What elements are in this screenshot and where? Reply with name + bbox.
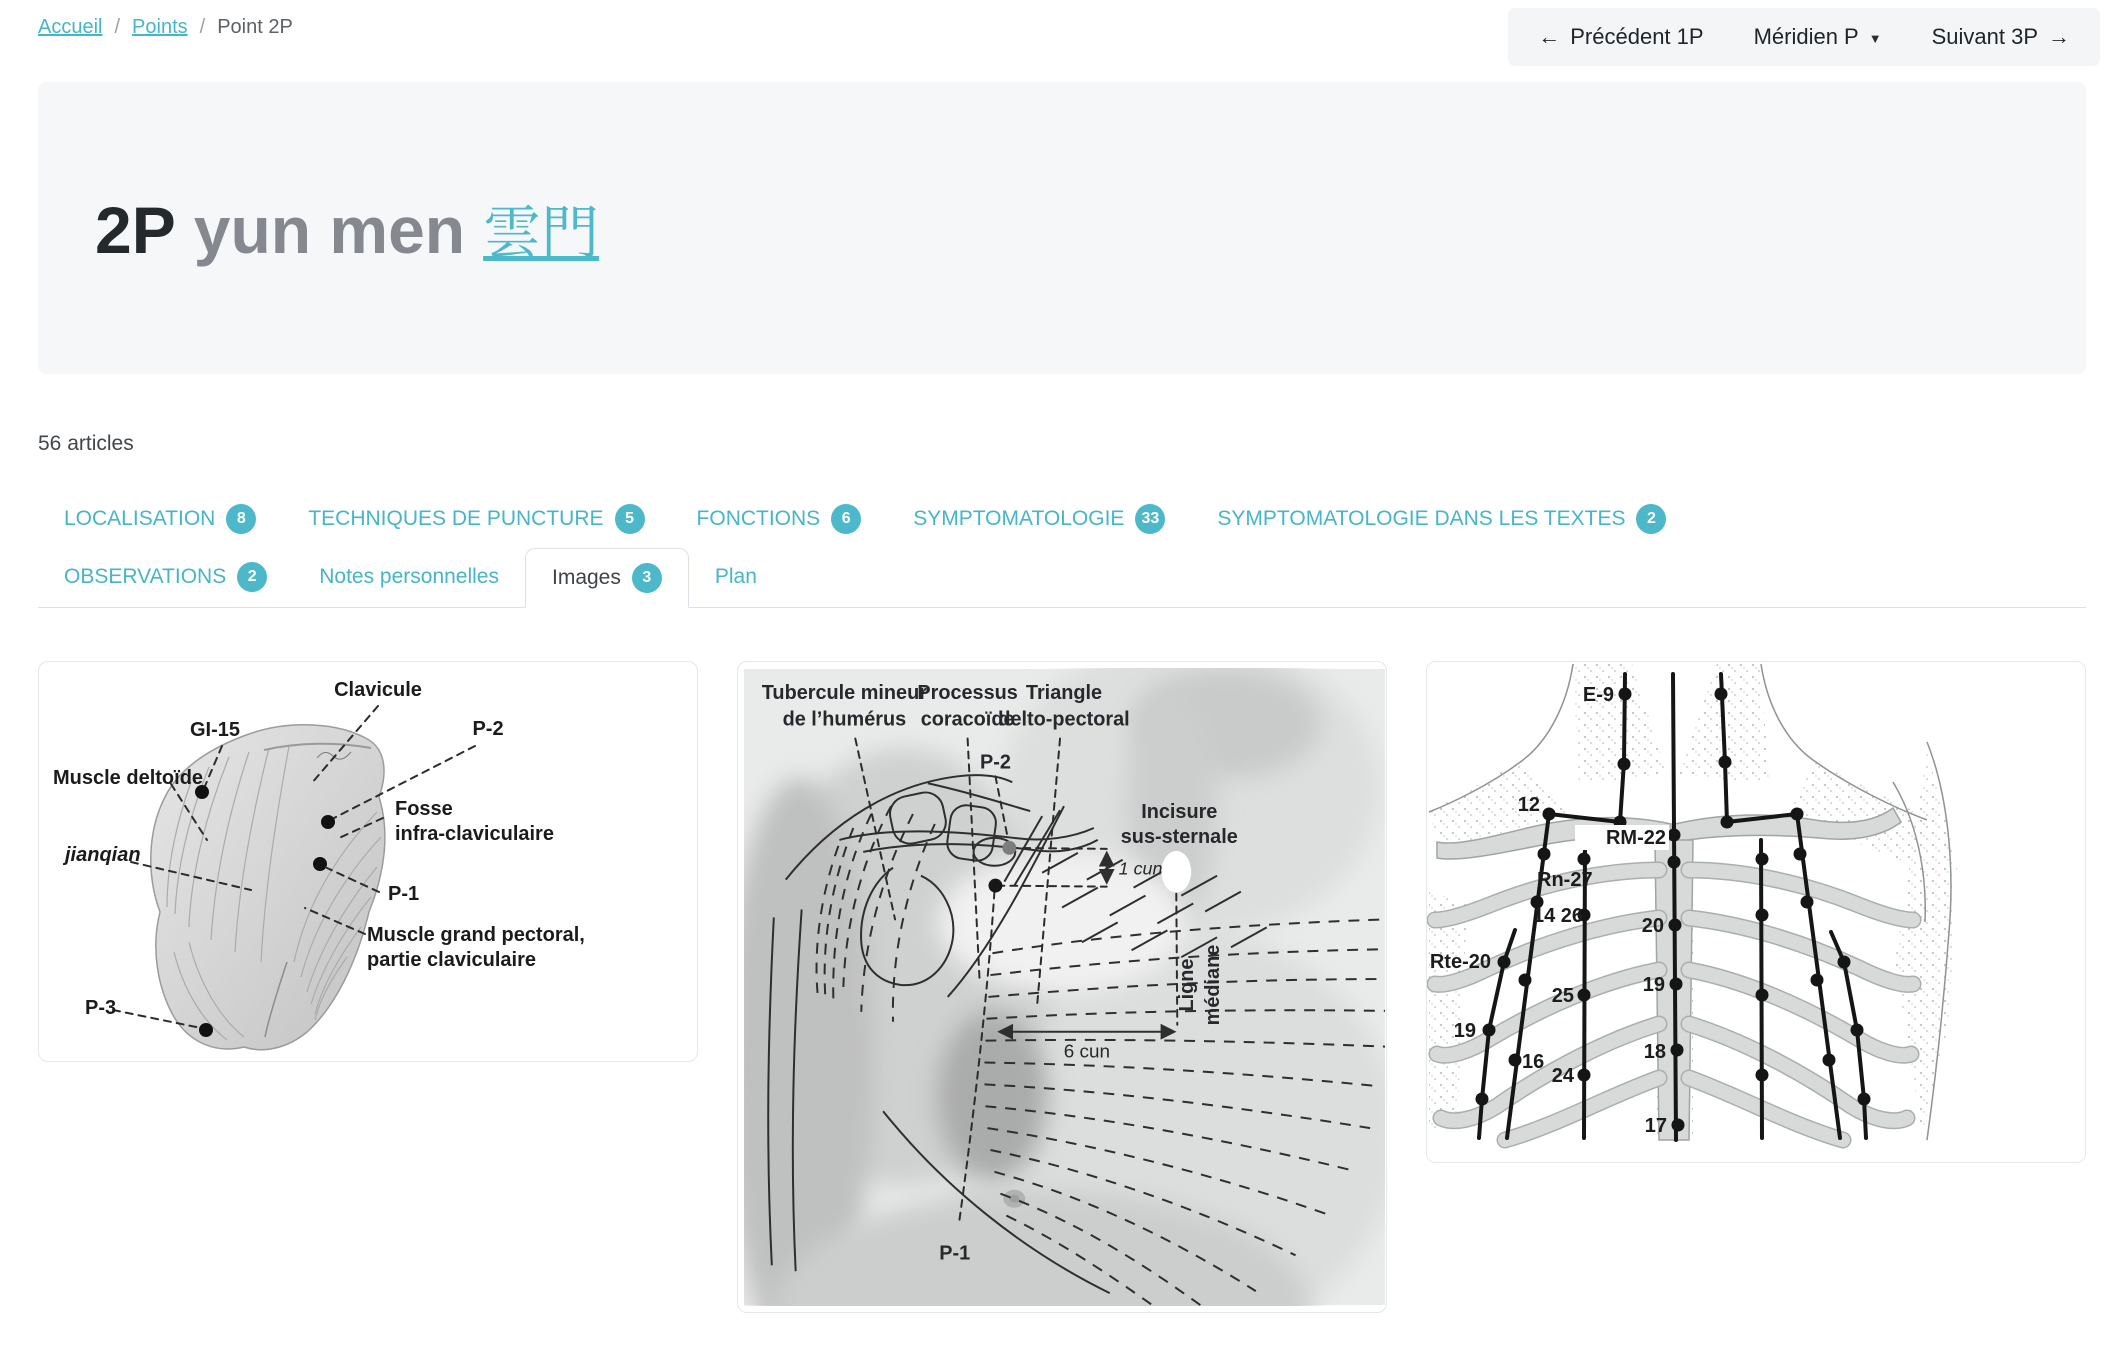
label-sus-sternale: sus-sternale (1120, 825, 1238, 848)
label-fosse: Fosse (395, 798, 453, 820)
label-partie-claviculaire: partie claviculaire (367, 949, 536, 971)
tab-label: LOCALISATION (64, 507, 216, 530)
tab-bar (38, 490, 2086, 608)
tab-observations[interactable] (38, 548, 293, 606)
label-25: 25 (1551, 985, 1575, 1007)
point-hanzi-link[interactable]: 雲門 (483, 201, 600, 266)
label-6-cun: 6 cun (1063, 1041, 1110, 1063)
label-1-cun: 1 cun (1118, 858, 1163, 879)
ribcage-points-illustration (1427, 662, 2086, 1162)
label-p2: P-2 (979, 751, 1011, 774)
tab-images-active[interactable] (525, 548, 689, 608)
label-p2: P-2 (472, 718, 504, 740)
suprasternal-notch-marker (1161, 851, 1191, 893)
point-code: 2P (95, 193, 176, 267)
tab-plan[interactable] (689, 548, 783, 606)
label-e9: E-9 (1582, 684, 1615, 706)
breadcrumb-separator: / (199, 16, 206, 38)
page-title (95, 186, 599, 270)
previous-point-button[interactable] (1538, 24, 1703, 50)
label-mediane: médiane (1201, 944, 1224, 1026)
label-ligne: Ligne (1176, 958, 1199, 1012)
images-gallery (38, 661, 2086, 1313)
right-arrow-icon: → (2048, 24, 2070, 49)
tab-localisation[interactable] (38, 490, 282, 548)
previous-point-label: Précédent 1P (1570, 24, 1704, 49)
label-rm22: RM-22 (1606, 827, 1667, 849)
label-18: 18 (1643, 1041, 1667, 1063)
tab-label: Images (552, 566, 621, 589)
point-header (38, 82, 2086, 374)
tab-label: FONCTIONS (696, 507, 821, 530)
count-badge: 33 (1135, 504, 1165, 534)
label-p3: P-3 (85, 997, 117, 1019)
label-19-left: 19 (1453, 1020, 1477, 1042)
tab-notes-personnelles[interactable] (293, 548, 525, 606)
count-badge: 8 (226, 504, 256, 534)
tab-label: SYMPTOMATOLOGIE (913, 507, 1125, 530)
label-17: 17 (1644, 1115, 1668, 1137)
chevron-down-icon: ▼ (1868, 30, 1882, 46)
photo-shading (744, 668, 1385, 1306)
tab-label: Plan (714, 565, 757, 588)
meridian-label: Méridien P (1753, 24, 1859, 49)
tab-symptomatologie-textes[interactable] (1191, 490, 1692, 548)
tab-label: Notes personnelles (319, 565, 499, 588)
chest-surface-illustration (744, 668, 1385, 1306)
point-pinyin-name: yun men (193, 193, 466, 267)
label-16: 16 (1522, 1051, 1545, 1073)
label-processus: Processus (917, 681, 1018, 704)
label-coracoide: coracoïde (920, 708, 1015, 731)
label-muscle-grand-pectoral: Muscle grand pectoral, (367, 924, 585, 946)
shoulder-muscles-illustration (39, 662, 698, 1061)
tab-row-1 (38, 490, 2086, 548)
figure-chest-surface[interactable] (737, 661, 1387, 1313)
point-navigation-group (1508, 8, 2100, 66)
label-incisure: Incisure (1141, 801, 1218, 824)
count-badge: 5 (615, 504, 645, 534)
label-12: 12 (1517, 794, 1541, 816)
label-rte20: Rte-20 (1429, 951, 1492, 973)
label-tubercule-mineur: Tubercule mineur (761, 681, 927, 704)
label-infra-claviculaire: infra-claviculaire (395, 823, 554, 845)
label-delto-pectoral: delto-pectoral (998, 708, 1130, 731)
count-badge: 6 (831, 504, 861, 534)
label-clavicule: Clavicule (334, 679, 422, 701)
articles-count: 56 articles (38, 432, 134, 455)
left-arrow-icon: ← (1538, 24, 1561, 49)
label-p1: P-1 (939, 1242, 971, 1265)
tab-label: SYMPTOMATOLOGIE DANS LES TEXTES (1217, 507, 1626, 530)
tab-label: OBSERVATIONS (64, 565, 227, 588)
breadcrumb-home-link[interactable]: Accueil (38, 16, 103, 38)
label-gi15: GI-15 (189, 719, 241, 741)
label-jianqian: jianqian (65, 844, 141, 866)
tab-symptomatologie[interactable] (887, 490, 1191, 548)
label-rn27: Rn-27 (1537, 869, 1593, 891)
label-24: 24 (1551, 1065, 1575, 1087)
label-p1: P-1 (388, 883, 420, 905)
figure-ribcage-points[interactable] (1426, 661, 2086, 1163)
label-20: 20 (1641, 915, 1665, 937)
p2-point-dot (1002, 841, 1016, 855)
top-bar (38, 0, 2086, 82)
tab-label: TECHNIQUES DE PUNCTURE (308, 507, 604, 530)
breadcrumb-points-link[interactable]: Points (132, 16, 188, 38)
count-badge: 2 (1636, 504, 1666, 534)
label-triangle: Triangle (1025, 681, 1103, 704)
p1-reference-dot (988, 879, 1002, 893)
meridian-dropdown[interactable] (1754, 24, 1882, 50)
label-14-26: 14 26 (1533, 905, 1584, 927)
count-badge: 2 (237, 562, 267, 592)
next-point-label: Suivant 3P (1931, 24, 2038, 49)
tab-fonctions[interactable] (671, 490, 888, 548)
label-de-l-humerus: de l’humérus (782, 708, 907, 731)
next-point-button[interactable] (1932, 24, 2070, 50)
label-muscle-deltoide: Muscle deltoïde (53, 767, 204, 789)
breadcrumb-separator: / (114, 16, 121, 38)
breadcrumb-current: Point 2P (217, 16, 293, 38)
label-19-center: 19 (1642, 974, 1666, 996)
breadcrumb (38, 16, 293, 39)
tab-techniques-de-puncture[interactable] (282, 490, 670, 548)
tab-row-2 (38, 548, 2086, 607)
count-badge: 3 (632, 563, 662, 593)
figure-shoulder-muscles[interactable] (38, 661, 698, 1062)
